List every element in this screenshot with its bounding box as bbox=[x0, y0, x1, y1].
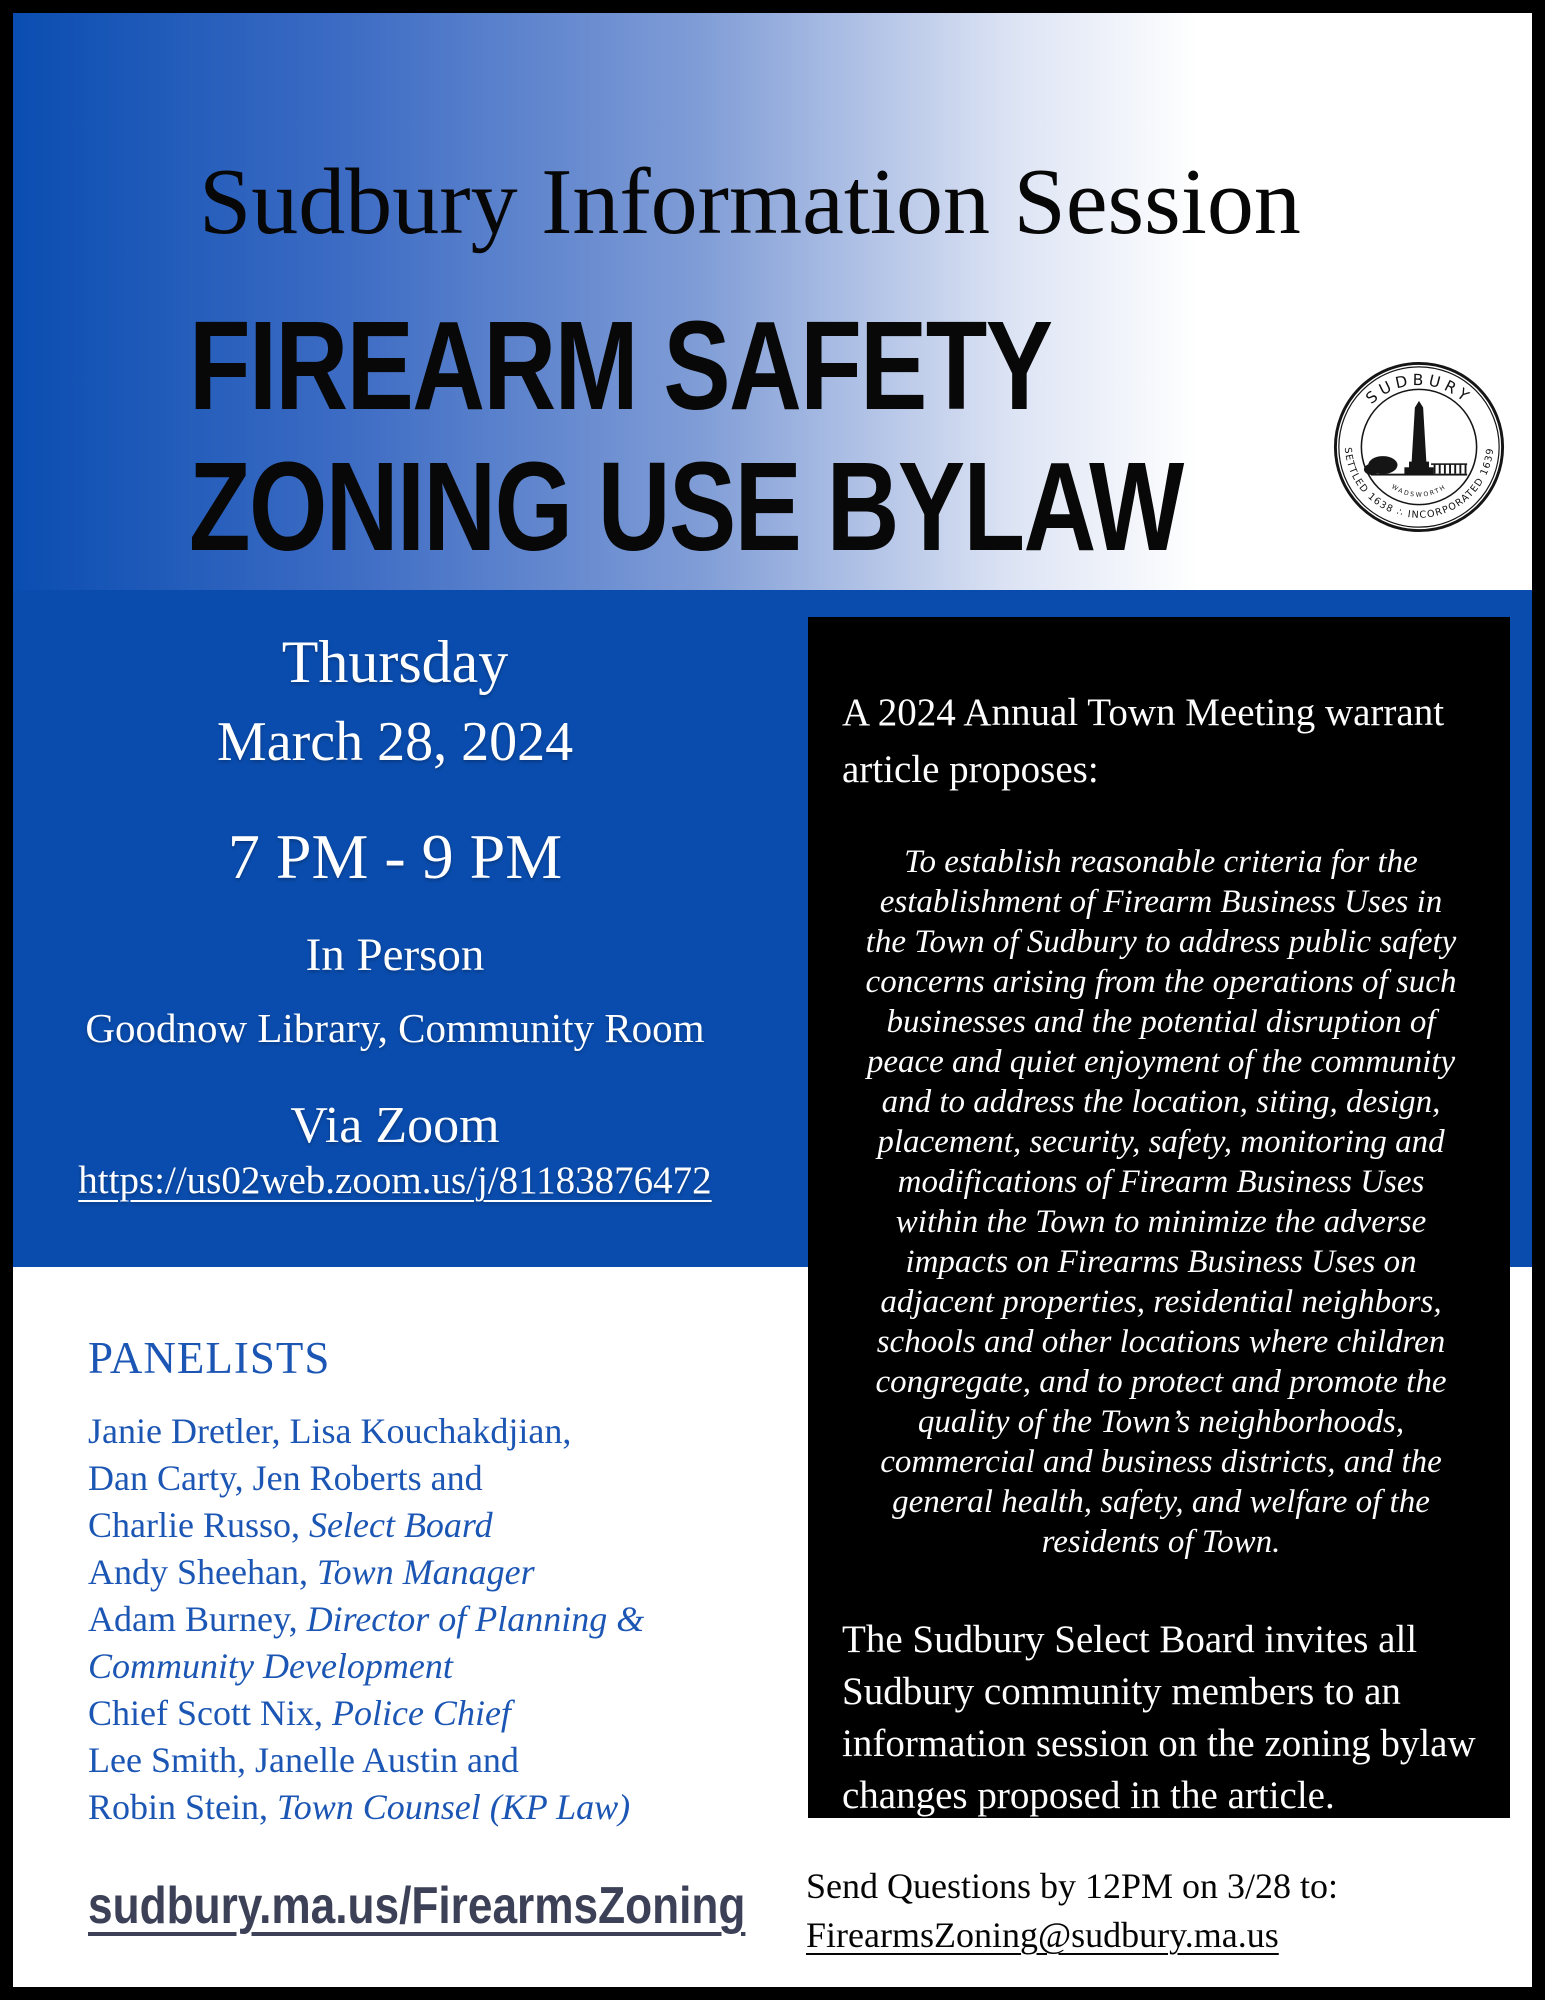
panelists-heading: PANELISTS bbox=[88, 1333, 331, 1383]
warrant-quote: To establish reasonable criteria for the establishment of Firearm Business Uses in the Town of Sudbury to address public safety concerns arising from the operations of such businesses and the potential disruption of peace and quiet enjoyment of the community and to address the location, siting, design, placement, security, safety, monitoring and modifications of Firearm Business Uses within the Town to minimize the adverse impacts on Firearms Business Uses on adjacent properties, residential neighbors, schools and other locations where children congregate, and to protect and promote the quality of the Town’s neighborhoods, commercial and business districts, and the general health, safety, and welfare of the residents of Town. bbox=[865, 844, 1457, 1561]
panelist-line: Adam Burney, Director of Planning & bbox=[88, 1599, 645, 1639]
questions-block bbox=[806, 1862, 1338, 1960]
questions-label: Send Questions by 12PM on 3/28 to: bbox=[806, 1866, 1339, 1906]
flyer-title-line1: FIREARM SAFETY bbox=[189, 295, 1052, 436]
website-link[interactable]: sudbury.ma.us/FirearmsZoning bbox=[88, 1877, 746, 1935]
panelist-line: Dan Carty, Jen Roberts and bbox=[88, 1458, 483, 1498]
panelist-line: Lee Smith, Janelle Austin and bbox=[88, 1740, 519, 1780]
event-date: March 28, 2024 bbox=[216, 711, 574, 773]
zoom-meeting-link[interactable]: https://us02web.zoom.us/j/81183876472 bbox=[78, 1159, 712, 1202]
panelist-line: Community Development bbox=[88, 1646, 453, 1686]
panelist-line: Andy Sheehan, Town Manager bbox=[88, 1552, 535, 1592]
seal-inner-text: WADSWORTH bbox=[1390, 483, 1448, 499]
flyer-subtitle: Sudbury Information Session bbox=[199, 150, 1301, 254]
warrant-intro: A 2024 Annual Town Meeting warrant article proposes: bbox=[842, 691, 1445, 791]
sudbury-town-seal bbox=[1333, 361, 1505, 533]
warrant-panel bbox=[808, 617, 1510, 1818]
warrant-outro: The Sudbury Select Board invites all Sudbury community members to an information session on the zoning bylaw changes proposed in the article. bbox=[842, 1618, 1476, 1818]
seal-top-text: SUDBURY bbox=[1362, 370, 1476, 408]
event-day: Thursday bbox=[281, 629, 509, 695]
zoom-label: Via Zoom bbox=[290, 1097, 500, 1154]
header-banner bbox=[13, 13, 1532, 590]
flyer-title-line2: ZONING USE BYLAW bbox=[189, 436, 1183, 578]
in-person-location: Goodnow Library, Community Room bbox=[85, 1005, 705, 1051]
flyer-title bbox=[189, 295, 1183, 577]
zoom-link-row bbox=[0, 1158, 790, 1203]
panelist-line: Janie Dretler, Lisa Kouchakdjian, bbox=[88, 1411, 572, 1451]
event-time: 7 PM - 9 PM bbox=[227, 821, 563, 892]
seal-bottom-text: SETTLED 1638 ∴ INCORPORATED 1639 bbox=[1341, 446, 1497, 521]
panelist-line: Chief Scott Nix, Police Chief bbox=[88, 1693, 511, 1733]
panelist-list bbox=[88, 1408, 644, 1831]
panelist-line: Robin Stein, Town Counsel (KP Law) bbox=[88, 1787, 631, 1827]
questions-email-link[interactable]: FirearmsZoning@sudbury.ma.us bbox=[806, 1915, 1279, 1955]
panelist-line: Charlie Russo, Select Board bbox=[88, 1505, 493, 1545]
in-person-label: In Person bbox=[305, 929, 485, 981]
